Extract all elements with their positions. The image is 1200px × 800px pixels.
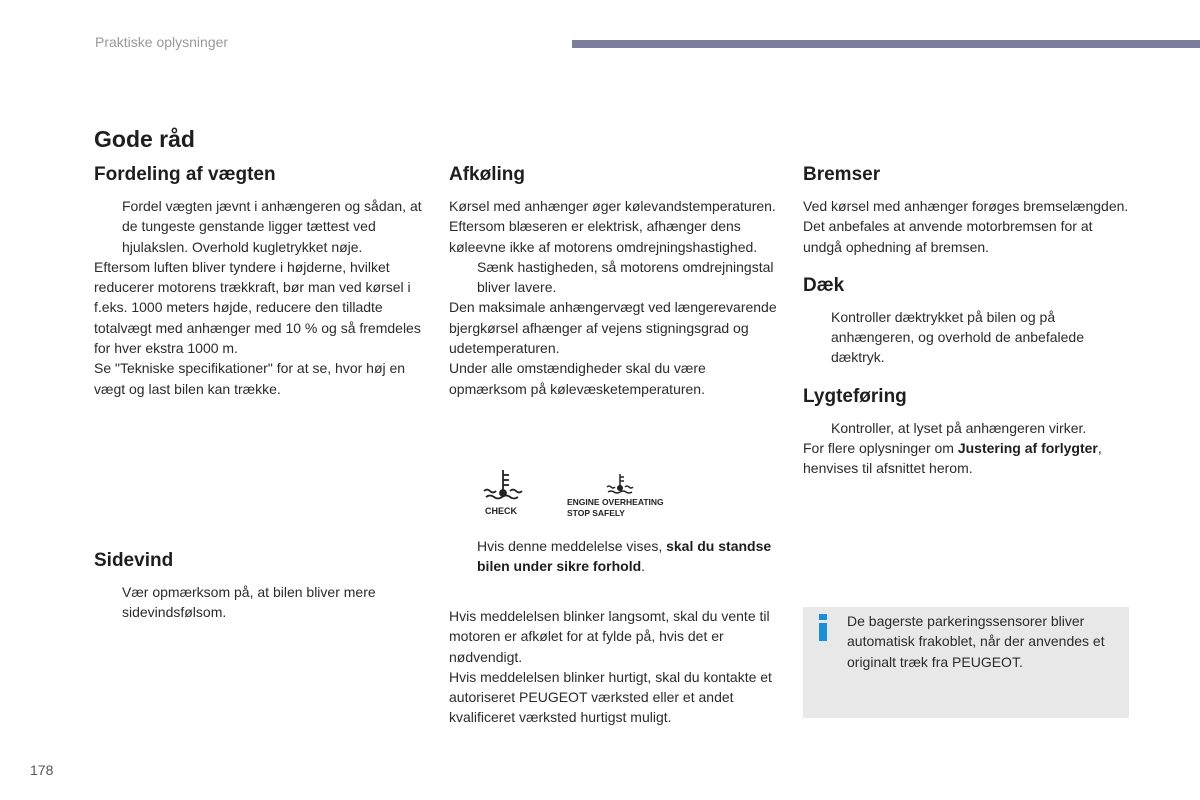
info-icon bbox=[817, 613, 829, 641]
list-item bbox=[449, 536, 779, 577]
bullet-text: Kontroller dæktrykket på bilen og på anhængeren, og overhold de anbefalede dæktryk. bbox=[831, 308, 1084, 366]
column-weight-distribution bbox=[94, 160, 424, 399]
bullet-text: Sænk hastigheden, så motorens omdrejningstal bliver lavere. bbox=[477, 258, 774, 296]
paragraph-text-bold: Justering af forlygter bbox=[957, 440, 1098, 457]
icon-label-check: CHECK bbox=[485, 506, 518, 516]
heading-weight-distribution: Fordeling af vægten bbox=[94, 164, 276, 185]
heading-lights: Lygteføring bbox=[803, 385, 907, 407]
engine-overheating-icon bbox=[607, 474, 633, 493]
bullet-text: Fordel vægten jævnt i anhængeren og sådan, at de tungeste genstande ligger tættest ved hjulakslen. Overhold kugletrykket nøje. bbox=[122, 198, 422, 255]
bullet-text-end: . bbox=[641, 558, 646, 575]
heading-tyres: Dæk bbox=[803, 274, 845, 296]
paragraph: Kørsel med anhænger øger kølevandstemperaturen. bbox=[449, 198, 776, 214]
bullet-text: Vær opmærksom på, at bilen bliver mere sidevindsfølsom. bbox=[122, 584, 376, 621]
bullet-text-bold: skal du standse bilen under sikre forhold bbox=[477, 538, 772, 575]
paragraph: Se "Tekniske specifikationer" for at se, hvor høj en vægt og last bilen kan trække. bbox=[94, 360, 406, 397]
paragraph: Eftersom blæseren er elektrisk, afhænger dens køleevne ikke af motorens omdrejningshastighed. bbox=[449, 218, 758, 255]
paragraph: Det anbefales at anvende motorbremsen for at undgå ophedning af bremsen. bbox=[803, 218, 1093, 255]
list-item bbox=[94, 196, 424, 257]
section-crosswind bbox=[94, 546, 424, 623]
heading-brakes: Bremser bbox=[803, 164, 881, 185]
paragraph: Ved kørsel med anhænger forøges bremselængden. bbox=[803, 198, 1129, 214]
paragraph: Eftersom luften bliver tyndere i højderne, hvilket reducerer motorens trækkraft, bør man ved kørsel i f.eks. 1000 meters højde, reducere den tilladte totalvægt med anhænger med 10 % og så fremdeles for hver ekstra 1000 m. bbox=[94, 258, 421, 357]
paragraph: Den maksimale anhængervægt ved længerevarende bjergkørsel afhænger af vejens stigningsgrad og udetemperaturen. bbox=[449, 299, 777, 357]
info-box bbox=[803, 607, 1129, 718]
heading-crosswind: Sidevind bbox=[94, 550, 174, 571]
warning-instruction bbox=[449, 536, 779, 577]
coolant-warning-icons bbox=[478, 466, 678, 522]
list-item bbox=[94, 582, 424, 623]
icon-label-stop-safely: STOP SAFELY bbox=[567, 508, 625, 518]
bullet-text: Kontroller, at lyset på anhængeren virker. bbox=[831, 419, 1087, 436]
icon-label-engine-overheating: ENGINE OVERHEATING bbox=[567, 497, 664, 507]
column-cooling bbox=[449, 160, 779, 399]
heading-cooling: Afkøling bbox=[449, 164, 525, 185]
coolant-temperature-icon bbox=[484, 470, 522, 499]
header-bar bbox=[572, 40, 1200, 48]
column-brakes bbox=[803, 160, 1133, 479]
paragraph-text-end: , henvises til afsnittet herom. bbox=[803, 440, 1102, 477]
blink-instructions bbox=[449, 606, 779, 728]
section-header: Praktiske oplysninger bbox=[95, 34, 229, 50]
page-title: Gode råd bbox=[94, 126, 195, 152]
paragraph bbox=[803, 438, 1133, 479]
page-number: 178 bbox=[30, 762, 54, 778]
paragraph: Under alle omstændigheder skal du være opmærksom på kølevæsketemperaturen. bbox=[449, 360, 706, 397]
list-item bbox=[803, 307, 1133, 368]
list-item bbox=[803, 418, 1133, 438]
paragraph-text: For flere oplysninger om bbox=[803, 440, 958, 457]
list-item bbox=[449, 257, 779, 298]
info-text: De bagerste parkeringssensorer bliver automatisk frakoblet, når der anvendes et originalt træk fra PEUGEOT. bbox=[847, 613, 1105, 670]
paragraph: Hvis meddelelsen blinker hurtigt, skal du kontakte et autoriseret PEUGEOT værksted eller et andet kvalificeret værksted hurtigst muligt. bbox=[449, 668, 772, 726]
paragraph: Hvis meddelelsen blinker langsomt, skal du vente til motoren er afkølet for at fylde på, hvis det er nødvendigt. bbox=[449, 608, 770, 665]
bullet-text: Hvis denne meddelelse vises, bbox=[477, 538, 667, 554]
